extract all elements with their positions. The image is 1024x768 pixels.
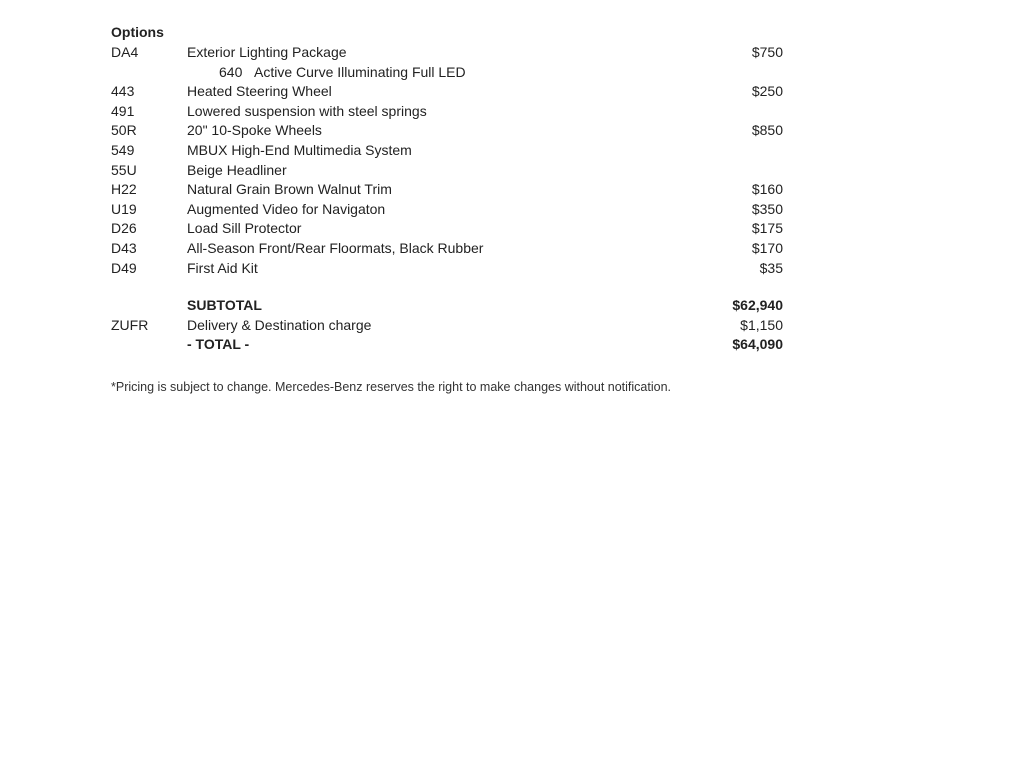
option-price: $750 — [751, 44, 783, 60]
subtotal-row — [111, 296, 791, 316]
option-description: First Aid Kit — [187, 259, 258, 276]
option-description: MBUX High-End Multimedia System — [187, 141, 412, 158]
option-row — [111, 259, 791, 279]
subtotal-label: SUBTOTAL — [187, 297, 262, 313]
option-description: Augmented Video for Navigaton — [187, 200, 386, 217]
total-label: - TOTAL - — [187, 336, 250, 353]
option-description: All-Season Front/Rear Floormats, Black Rubber — [187, 239, 484, 256]
delivery-code: ZUFR — [111, 316, 149, 333]
option-code: D43 — [111, 239, 137, 256]
option-description: Load Sill Protector — [187, 220, 302, 237]
option-row — [111, 141, 791, 161]
option-code: DA4 — [111, 44, 139, 60]
option-price: $170 — [751, 239, 783, 256]
option-price: $160 — [751, 181, 783, 198]
option-code: 491 — [111, 102, 135, 119]
options-list — [111, 43, 791, 278]
option-row — [111, 102, 791, 122]
option-code: 55U — [111, 161, 137, 178]
option-subdescription: Active Curve Illuminating Full LED — [254, 63, 466, 80]
option-description: Lowered suspension with steel springs — [187, 102, 427, 119]
total-row — [111, 335, 791, 355]
delivery-label: Delivery & Destination charge — [187, 316, 372, 333]
option-subcode: 640 — [219, 63, 243, 80]
option-code: D49 — [111, 259, 137, 276]
option-row — [111, 82, 791, 102]
option-row — [111, 219, 791, 239]
option-row — [111, 239, 791, 259]
option-description: Heated Steering Wheel — [187, 83, 332, 100]
option-code: D26 — [111, 220, 137, 237]
option-row — [111, 161, 791, 181]
pricing-footnote: *Pricing is subject to change. Mercedes-Benz reserves the right to make changes without notification. — [111, 380, 672, 394]
option-row — [111, 180, 791, 200]
option-price: $350 — [751, 200, 783, 217]
delivery-value: $1,150 — [740, 316, 783, 333]
option-description: Natural Grain Brown Walnut Trim — [187, 181, 392, 198]
totals-section — [111, 296, 791, 355]
option-code: 549 — [111, 141, 135, 158]
option-code: U19 — [111, 200, 137, 217]
option-description: Exterior Lighting Package — [187, 44, 347, 60]
option-row — [111, 121, 791, 141]
option-subitem-row — [111, 63, 791, 83]
option-description: Beige Headliner — [187, 161, 287, 178]
option-row — [111, 200, 791, 220]
option-price: $35 — [759, 259, 783, 276]
option-price: $250 — [751, 83, 783, 100]
option-code: 443 — [111, 83, 135, 100]
clipped-previous-row — [111, 0, 791, 4]
total-value: $64,090 — [732, 336, 783, 353]
option-code: H22 — [111, 181, 137, 198]
option-price: $175 — [751, 220, 783, 237]
option-price: $850 — [751, 122, 783, 139]
options-heading: Options — [111, 24, 164, 40]
option-code: 50R — [111, 122, 137, 139]
option-row — [111, 43, 791, 63]
subtotal-value: $62,940 — [732, 297, 783, 313]
option-description: 20" 10-Spoke Wheels — [187, 122, 322, 139]
delivery-row — [111, 316, 791, 336]
